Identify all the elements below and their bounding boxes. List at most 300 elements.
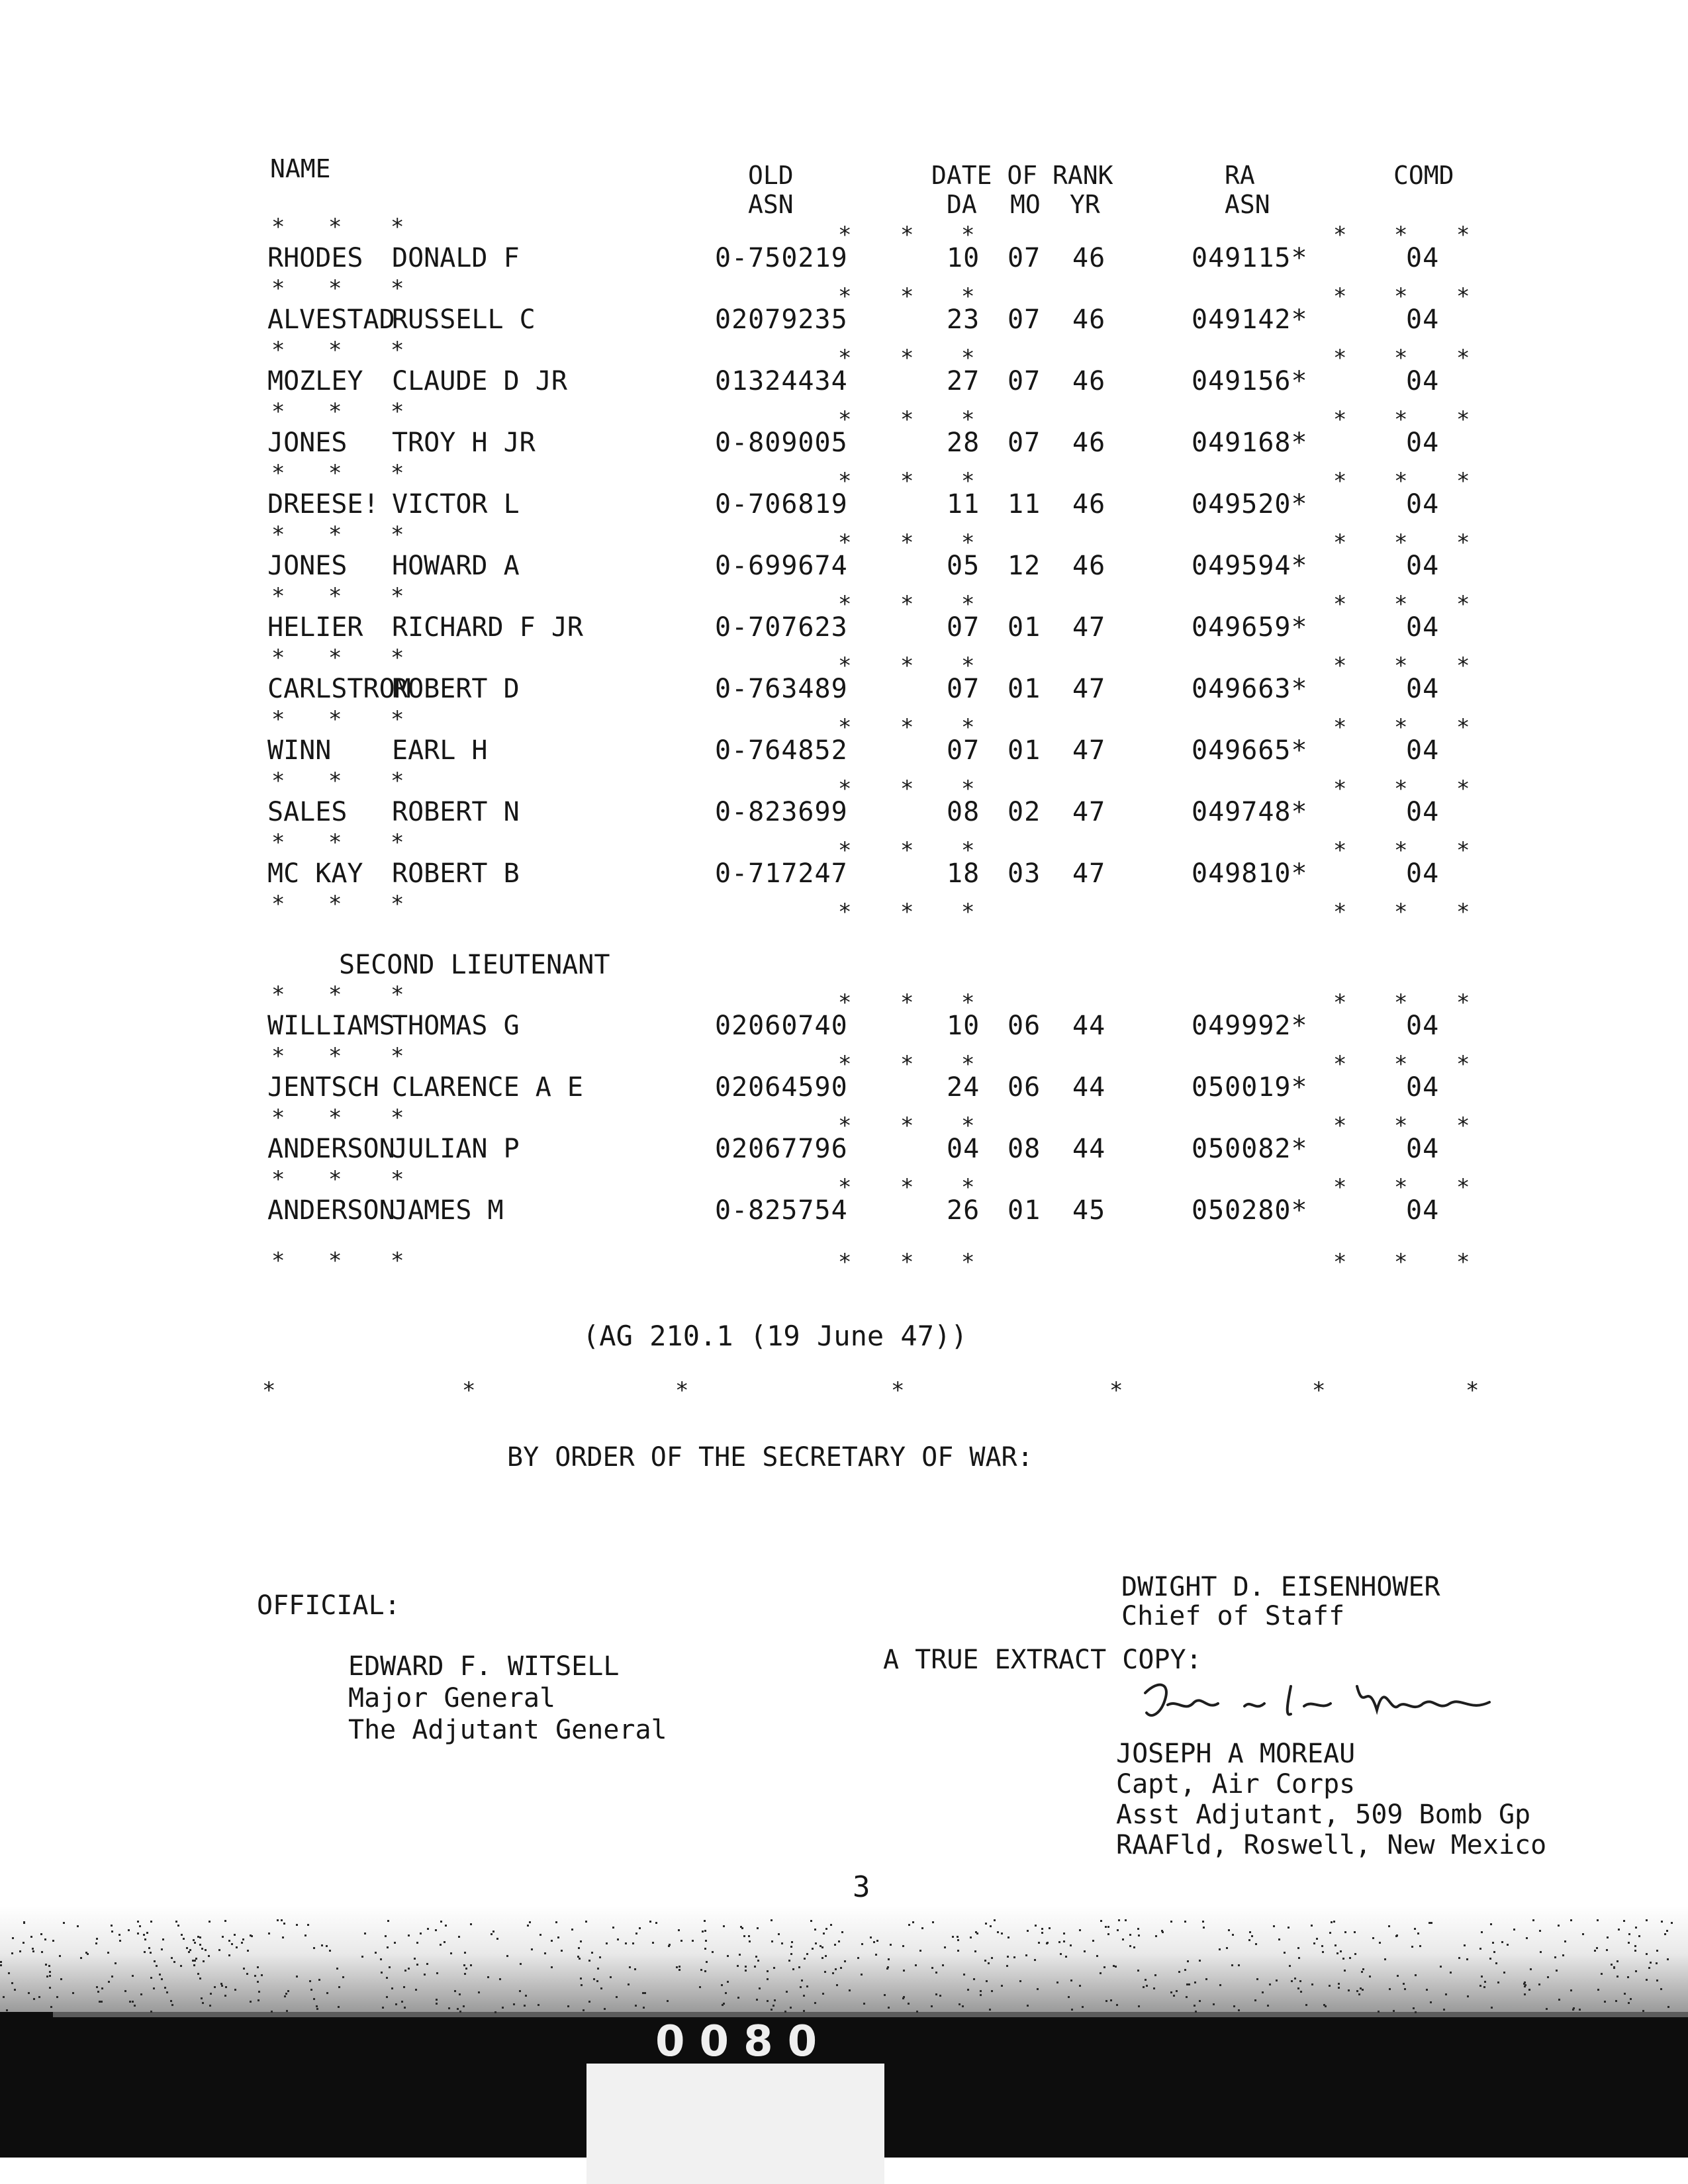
film-grain-speck: [154, 1960, 156, 1962]
film-grain-speck: [101, 2001, 103, 2003]
film-grain-speck: [361, 1956, 363, 1958]
film-grain-speck: [1429, 1922, 1430, 1924]
first-name: RUSSELL C: [392, 304, 536, 335]
film-grain-speck: [625, 1942, 627, 1944]
film-grain-speck: [183, 1938, 185, 1940]
film-grain-speck: [985, 1923, 987, 1925]
asterisk-mark: *: [1394, 776, 1408, 802]
asterisk-mark: *: [961, 776, 975, 802]
old-asn: 0-706819: [715, 489, 848, 520]
asterisk-mark: *: [391, 706, 404, 733]
film-grain-speck: [454, 1990, 456, 1992]
film-grain-speck: [243, 1968, 245, 1970]
film-grain-speck: [1360, 1987, 1362, 1989]
asterisk-mark: *: [271, 1248, 285, 1274]
film-grain-speck: [1624, 1993, 1626, 1995]
film-grain-speck: [1316, 1938, 1318, 1940]
asterisk-mark: *: [391, 275, 404, 302]
asterisk-mark: *: [900, 283, 914, 310]
film-grain-speck: [271, 2011, 273, 2013]
film-grain-speck: [224, 1995, 226, 1997]
ra-asn: 049168*: [1192, 428, 1308, 458]
film-grain-speck: [1528, 1989, 1530, 1991]
rank-month: 03: [1008, 858, 1041, 889]
last-name: ANDERSON: [267, 1134, 395, 1164]
film-grain-speck: [932, 1921, 934, 1923]
asterisk-mark: *: [328, 1105, 342, 1131]
film-grain-speck: [705, 1940, 707, 1942]
film-grain-speck: [583, 2009, 585, 2011]
film-grain-speck: [242, 1938, 244, 1940]
film-grain-speck: [1628, 2002, 1630, 2004]
film-grain-speck: [1389, 1988, 1391, 1990]
film-grain-speck: [1248, 1939, 1250, 1941]
film-grain-speck: [72, 1992, 74, 1994]
film-grain-speck: [48, 1965, 50, 1967]
film-grain-speck: [305, 1934, 306, 1936]
film-grain-speck: [1426, 1989, 1428, 1991]
rank-month: 01: [1008, 674, 1041, 704]
film-grain-speck: [1547, 1976, 1549, 1978]
film-grain-speck: [1129, 1945, 1131, 1947]
film-grain-speck: [1154, 1974, 1156, 1976]
film-grain-speck: [1342, 1958, 1344, 1960]
film-grain-speck: [990, 1925, 992, 1927]
film-grain-speck: [1333, 1921, 1335, 1923]
film-grain-speck: [277, 1919, 279, 1921]
film-grain-speck: [1411, 1946, 1413, 1948]
last-name: JONES: [267, 428, 348, 458]
asterisk-mark: *: [1394, 1113, 1408, 1139]
film-grain-speck: [209, 2005, 211, 2007]
film-grain-speck: [1336, 1952, 1338, 1954]
film-grain-speck: [962, 2005, 964, 2007]
film-grain-speck: [1667, 1958, 1669, 1960]
film-grain-speck: [1646, 1979, 1648, 1981]
old-asn: 0-825754: [715, 1195, 848, 1226]
film-grain-speck: [790, 1953, 792, 1955]
command-code: 04: [1406, 674, 1440, 704]
film-grain-speck: [597, 1968, 599, 1970]
film-grain-speck: [973, 1978, 975, 1980]
da-header: DA: [947, 190, 977, 219]
asterisk-mark: *: [328, 1043, 342, 1069]
asterisk-mark: *: [961, 1174, 975, 1201]
film-grain-speck: [1255, 1943, 1257, 1945]
film-grain-speck: [387, 1946, 389, 1948]
film-grain-speck: [1105, 2000, 1107, 2002]
film-grain-speck: [1038, 1942, 1040, 1944]
rank-day: 07: [947, 612, 980, 643]
film-grain-speck: [1013, 1956, 1015, 1958]
film-grain-speck: [1656, 1962, 1658, 1964]
film-grain-speck: [1041, 1928, 1043, 1930]
rank-month: 01: [1008, 735, 1041, 766]
asterisk-mark: *: [838, 989, 852, 1016]
film-grain-speck: [170, 2000, 172, 2002]
asterisk-mark: *: [961, 899, 975, 925]
asterisk-mark: *: [900, 1113, 914, 1139]
film-grain-speck: [825, 1955, 827, 1957]
film-grain-speck: [1396, 1934, 1398, 1936]
asterisk-mark: *: [838, 222, 852, 248]
film-grain-speck: [96, 1938, 98, 1940]
film-grain-speck: [778, 1933, 780, 1935]
asterisk-mark: *: [391, 460, 404, 486]
film-grain-speck: [1661, 1921, 1663, 1923]
asterisk-mark: *: [1394, 591, 1408, 617]
film-grain-speck: [445, 1925, 447, 1927]
first-name: VICTOR L: [392, 489, 520, 520]
film-grain-speck: [967, 1989, 969, 1991]
film-grain-speck: [1617, 1976, 1618, 1978]
asterisk-mark: *: [1456, 1051, 1470, 1077]
film-grain-speck: [580, 1978, 582, 1979]
film-grain-speck: [644, 1992, 646, 1994]
film-grain-speck: [1321, 1945, 1323, 1947]
film-grain-speck: [1532, 1919, 1534, 1921]
asterisk-mark: *: [328, 1248, 342, 1274]
ra-asn: 049142*: [1192, 304, 1308, 335]
film-grain-speck: [171, 2004, 173, 2006]
film-grain-speck: [381, 1972, 383, 1974]
film-grain-speck: [1415, 2011, 1417, 2013]
film-grain-speck: [931, 1967, 933, 1969]
film-grain-speck: [749, 1940, 751, 1942]
film-grain-speck: [643, 2007, 645, 2009]
film-grain-speck: [902, 1945, 904, 1947]
ra-asn: 049992*: [1192, 1011, 1308, 1041]
asterisk-mark: *: [1333, 714, 1347, 741]
asterisk-mark: *: [1333, 1113, 1347, 1139]
asterisk-mark: *: [838, 653, 852, 679]
film-grain-speck: [1556, 1970, 1558, 1972]
rank-day: 08: [947, 797, 980, 827]
rank-day: 28: [947, 428, 980, 458]
film-grain-speck: [1079, 1929, 1081, 1931]
asterisk-mark: *: [328, 768, 342, 794]
film-grain-speck: [150, 1921, 152, 1923]
asterisk-mark: *: [1456, 776, 1470, 802]
asterisk-mark: *: [900, 837, 914, 864]
film-grain-speck: [699, 1986, 701, 1988]
film-grain-speck: [1458, 1957, 1460, 1959]
film-grain-speck: [1228, 1929, 1230, 1931]
command-code: 04: [1406, 366, 1440, 396]
handwritten-signature: [1139, 1673, 1496, 1733]
asterisk-mark: *: [838, 899, 852, 925]
asterisk-mark: *: [328, 460, 342, 486]
film-grain-speck: [830, 1924, 832, 1926]
first-name: EARL H: [392, 735, 488, 766]
film-grain-speck: [635, 1933, 637, 1934]
film-grain-speck: [241, 1942, 243, 1944]
asterisk-mark: *: [1333, 837, 1347, 864]
film-grain-speck: [261, 1974, 263, 1976]
film-grain-speck: [1344, 1970, 1346, 1972]
film-grain-speck: [773, 2005, 774, 2007]
old-asn: 02064590: [715, 1072, 848, 1103]
film-grain-speck: [1058, 1941, 1060, 1943]
film-grain-speck: [1184, 1921, 1186, 1923]
film-grain-speck: [199, 1936, 201, 1938]
film-grain-speck: [1501, 1941, 1503, 1943]
asterisk-mark: *: [961, 653, 975, 679]
asterisk-mark: *: [961, 345, 975, 371]
film-grain-speck: [655, 1922, 657, 1924]
film-grain-speck: [50, 2006, 52, 2008]
film-grain-speck: [1070, 1979, 1072, 1981]
film-grain-speck: [1393, 2010, 1395, 2012]
rank-day: 10: [947, 1011, 980, 1041]
film-grain-speck: [318, 1979, 320, 1981]
asterisk-mark: *: [1333, 989, 1347, 1016]
asterisk-mark: *: [391, 583, 404, 610]
asterisk-mark: *: [391, 398, 404, 425]
film-grain-speck: [649, 1921, 651, 1923]
film-grain-speck: [832, 1972, 834, 1974]
film-grain-speck: [1630, 1998, 1632, 2000]
rank-month: 06: [1008, 1072, 1041, 1103]
film-grain-speck: [884, 1994, 886, 1996]
film-grain-speck: [49, 1971, 51, 1973]
old-asn: 0-699674: [715, 551, 848, 581]
film-grain-speck: [506, 1955, 508, 1957]
ra-asn: 049663*: [1192, 674, 1308, 704]
asterisk-mark: *: [1333, 653, 1347, 679]
rank-year: 44: [1072, 1011, 1106, 1041]
film-grain-speck: [380, 1958, 382, 1960]
film-grain-speck: [870, 1936, 872, 1938]
film-grain-speck: [199, 1978, 201, 1979]
film-grain-speck: [1219, 1948, 1221, 1950]
film-grain-speck: [96, 1986, 98, 1988]
asterisk-mark: *: [838, 776, 852, 802]
film-grain-speck: [1063, 1940, 1065, 1942]
asterisk-mark: *: [271, 522, 285, 548]
film-grain-speck: [692, 1940, 694, 1942]
film-grain-speck: [386, 1996, 388, 1998]
film-grain-speck: [1540, 1951, 1542, 1953]
film-grain-speck: [939, 1995, 941, 1997]
film-grain-speck: [408, 1934, 410, 1936]
film-grain-speck: [1538, 1983, 1540, 1985]
first-name: HOWARD A: [392, 551, 520, 581]
microfilm-notch: [586, 2064, 884, 2184]
film-grain-speck: [1340, 1950, 1342, 1952]
microfilm-edge-line: [53, 2012, 1688, 2017]
first-name: CLARENCE A E: [392, 1072, 583, 1103]
asterisk-mark: *: [838, 1249, 852, 1275]
film-grain-speck: [1338, 1983, 1340, 1985]
asterisk-mark: *: [838, 837, 852, 864]
film-grain-speck: [1313, 1942, 1315, 1944]
asterisk-mark: *: [328, 706, 342, 733]
film-grain-speck: [1199, 1960, 1201, 1962]
film-grain-speck: [1176, 1990, 1178, 1992]
film-grain-speck: [19, 1950, 21, 1952]
last-name: MC KAY: [267, 858, 363, 889]
film-grain-speck: [1597, 1989, 1599, 1991]
film-grain-speck: [551, 1966, 553, 1968]
film-grain-speck: [1419, 1945, 1421, 1947]
rank-day: 11: [947, 489, 980, 520]
film-grain-speck: [1650, 1962, 1652, 1964]
film-grain-speck: [375, 1952, 377, 1954]
film-grain-speck: [821, 1946, 823, 1948]
film-grain-speck: [773, 1967, 775, 1969]
asterisk-mark: *: [391, 645, 404, 671]
film-grain-speck: [754, 1966, 756, 1968]
film-grain-speck: [970, 1936, 972, 1938]
asterisk-mark: *: [1456, 837, 1470, 864]
film-grain-speck: [555, 1921, 557, 1923]
film-grain-speck: [1125, 1919, 1127, 1921]
film-grain-speck: [743, 1935, 745, 1937]
ra-asn: 049665*: [1192, 735, 1308, 766]
rank-year: 47: [1072, 612, 1106, 643]
film-grain-speck: [1354, 1953, 1356, 1955]
film-grain-speck: [723, 1925, 725, 1927]
film-grain-speck: [912, 1921, 914, 1923]
film-grain-speck: [841, 1931, 843, 1933]
old-asn: 0-809005: [715, 428, 848, 458]
film-grain-speck: [792, 1968, 794, 1970]
film-grain-speck: [600, 1987, 602, 1989]
film-grain-speck: [539, 1934, 541, 1936]
film-grain-speck: [1103, 1966, 1105, 1968]
film-grain-speck: [639, 1927, 641, 1929]
film-grain-speck: [1558, 1925, 1560, 1927]
film-grain-speck: [908, 1924, 910, 1926]
film-grain-speck: [436, 2003, 438, 2005]
film-grain-speck: [296, 1976, 298, 1978]
film-grain-speck: [1646, 1919, 1648, 1921]
signer-position: Asst Adjutant, 509 Bomb Gp: [1116, 1799, 1531, 1830]
film-grain-speck: [12, 1937, 14, 1939]
film-grain-speck: [338, 1986, 340, 1988]
asterisk-mark: *: [900, 899, 914, 925]
film-grain-speck: [857, 1957, 859, 1959]
asterisk-mark: *: [271, 981, 285, 1008]
command-code: 04: [1406, 612, 1440, 643]
film-grain-speck: [606, 1942, 608, 1944]
film-grain-speck: [908, 2003, 910, 2005]
film-grain-speck: [815, 1942, 817, 1944]
film-grain-speck: [1305, 2004, 1307, 2006]
film-grain-speck: [502, 2007, 504, 2009]
asterisk-mark: *: [961, 1113, 975, 1139]
film-grain-speck: [391, 1987, 393, 1989]
film-grain-speck: [161, 1978, 163, 1980]
ra-asn: 049115*: [1192, 243, 1308, 273]
film-grain-speck: [1184, 1969, 1186, 1971]
asterisk-mark: *: [961, 837, 975, 864]
film-grain-speck: [1628, 1942, 1630, 1944]
film-grain-speck: [836, 1984, 838, 1986]
film-grain-speck: [144, 1938, 146, 1940]
film-grain-speck: [916, 2011, 918, 2013]
film-grain-speck: [974, 1950, 976, 1952]
film-grain-speck: [296, 1924, 298, 1926]
film-grain-speck: [1199, 2000, 1201, 2002]
asterisk-mark: *: [328, 829, 342, 856]
film-grain-speck: [225, 1986, 227, 1988]
film-grain-speck: [1232, 1934, 1234, 1936]
film-grain-speck: [45, 1964, 47, 1966]
command-code: 04: [1406, 1011, 1440, 1041]
film-grain-speck: [218, 1949, 220, 1951]
film-grain-speck: [1194, 2005, 1196, 2007]
film-grain-speck: [1635, 1927, 1637, 1929]
film-grain-speck: [1507, 1944, 1509, 1946]
film-grain-speck: [810, 1920, 812, 1922]
old-asn: 0-707623: [715, 612, 848, 643]
film-grain-speck: [935, 1972, 937, 1974]
film-grain-speck: [1297, 1987, 1299, 1989]
asterisk-mark: *: [271, 645, 285, 671]
film-grain-speck: [111, 1925, 113, 1927]
asterisk-mark: *: [900, 222, 914, 248]
film-grain-speck: [173, 1961, 175, 1963]
asterisk-mark: *: [675, 1377, 689, 1404]
asterisk-mark: *: [838, 1113, 852, 1139]
asterisk-mark: *: [891, 1377, 905, 1404]
asterisk-mark: *: [1456, 1174, 1470, 1201]
film-grain-speck: [435, 1929, 437, 1931]
last-name: JENTSCH: [267, 1072, 379, 1103]
asterisk-mark: *: [1394, 222, 1408, 248]
film-grain-speck: [1173, 1995, 1175, 1997]
film-grain-speck: [336, 1968, 338, 1970]
film-grain-speck: [316, 2005, 318, 2007]
ra-asn: 050280*: [1192, 1195, 1308, 1226]
ra-asn: 049520*: [1192, 489, 1308, 520]
film-grain-speck: [721, 1984, 723, 1986]
film-grain-speck: [1656, 1950, 1658, 1952]
rank-month: 08: [1008, 1134, 1041, 1164]
asterisk-mark: *: [262, 1377, 276, 1404]
film-grain-speck: [309, 1980, 311, 1982]
film-grain-speck: [1372, 1937, 1374, 1939]
film-grain-speck: [727, 1981, 729, 1983]
film-grain-speck: [1331, 1921, 1333, 1923]
mo-header: MO: [1010, 190, 1041, 219]
film-grain-speck: [1311, 1983, 1313, 1985]
asterisk-mark: *: [1456, 406, 1470, 433]
yr-header: YR: [1070, 190, 1100, 219]
film-grain-speck: [111, 1931, 113, 1933]
film-grain-speck: [812, 1948, 814, 1950]
film-grain-speck: [991, 1957, 993, 1959]
film-grain-speck: [1415, 1974, 1417, 1976]
film-grain-speck: [1294, 1978, 1296, 1979]
film-grain-speck: [820, 1945, 821, 1947]
film-grain-speck: [1613, 1966, 1615, 1968]
film-grain-speck: [153, 1987, 155, 1989]
film-grain-speck: [459, 2011, 461, 2013]
film-grain-speck: [1219, 1984, 1221, 1986]
film-grain-speck: [1634, 1945, 1636, 1947]
asterisk-mark: *: [961, 1051, 975, 1077]
film-grain-speck: [1110, 1999, 1112, 2001]
film-grain-speck: [1413, 2007, 1415, 2009]
film-grain-speck: [1443, 2009, 1445, 2011]
film-grain-speck: [642, 1992, 644, 1994]
film-grain-speck: [56, 1996, 58, 1998]
film-grain-speck: [108, 1981, 110, 1983]
asterisk-mark: *: [1333, 1249, 1347, 1275]
